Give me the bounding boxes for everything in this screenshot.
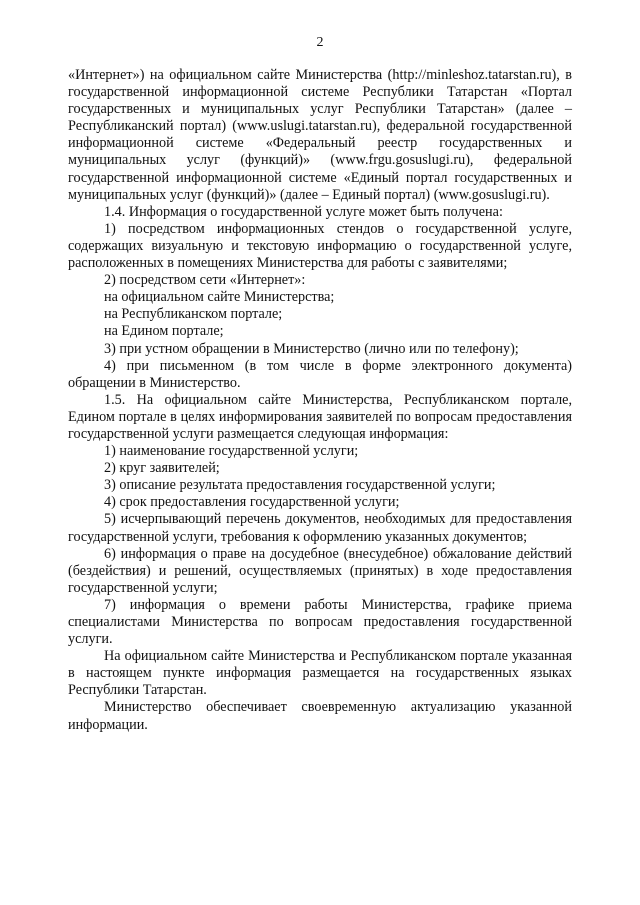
list-item: 4) при письменном (в том числе в форме электронного документа) обращении в Министерство. [68,357,572,391]
list-item: на Едином портале; [104,323,224,340]
paragraph-1-4: 1.4. Информация о государственной услуге может быть получена: [104,203,503,220]
list-item: 5) исчерпывающий перечень документов, необходимых для предоставления государственной услуги, требования к оформлению указанных документов; [68,511,572,545]
list-item: 3) при устном обращении в Министерство (лично или по телефону); [104,340,519,357]
paragraph-1-5: 1.5. На официальном сайте Министерства, Республиканском портале, Едином портале в целях информирования заявителей по вопросам предоставления государственной услуги размещается следующая информация: [68,391,572,442]
paragraph: На официальном сайте Министерства и Республиканском портале указанная в настоящем пункте информация размещается на государственных языках Республики Татарстан. [68,648,572,699]
page-number: 2 [316,35,324,50]
list-item: 2) посредством сети «Интернет»: [104,272,306,289]
list-item: 7) информация о времени работы Министерства, графике приема специалистами Министерства по вопросам предоставления государственной услуги. [68,596,572,648]
list-item: 1) наименование государственной услуги; [104,443,359,460]
list-item: на Республиканском портале; [104,306,283,323]
list-item: 4) срок предоставления государственной услуги; [104,494,400,511]
list-item: 3) описание результата предоставления государственной услуги; [104,477,496,494]
paragraph-intro: «Интернет») на официальном сайте Министерства (http://minleshoz.tatarstan.ru), в государственной информационной системе Республики Татарстан «Портал государственных и муниципальных услуг Республики Татарстан» (далее – Республиканский портал) (www.uslugi.tatarstan.ru), федеральной государственной информационной системе «Федеральный реестр государственных и муниципальных услуг (функций)» (www.frgu.gosuslugi.ru), федеральной государственной информационной системе «Единый портал государственных и муниципальных услуг (функций)» (далее – Единый портал) (www.gosuslugi.ru). [68,67,572,203]
list-item: 2) круг заявителей; [104,460,220,477]
paragraph: Министерство обеспечивает своевременную актуализацию указанной информации. [68,699,572,733]
list-item: на официальном сайте Министерства; [104,289,335,306]
list-item: 1) посредством информационных стендов о государственной услуге, содержащих визуальную и текстовую информацию о государственной услуге, расположенных в помещениях Министерства для работы с заявителями; [68,220,572,272]
list-item: 6) информация о праве на досудебное (внесудебное) обжалование действий (бездействия) и решений, осуществляемых (принятых) в ходе предоставления государственной услуги; [68,545,572,596]
document-body [68,67,572,734]
